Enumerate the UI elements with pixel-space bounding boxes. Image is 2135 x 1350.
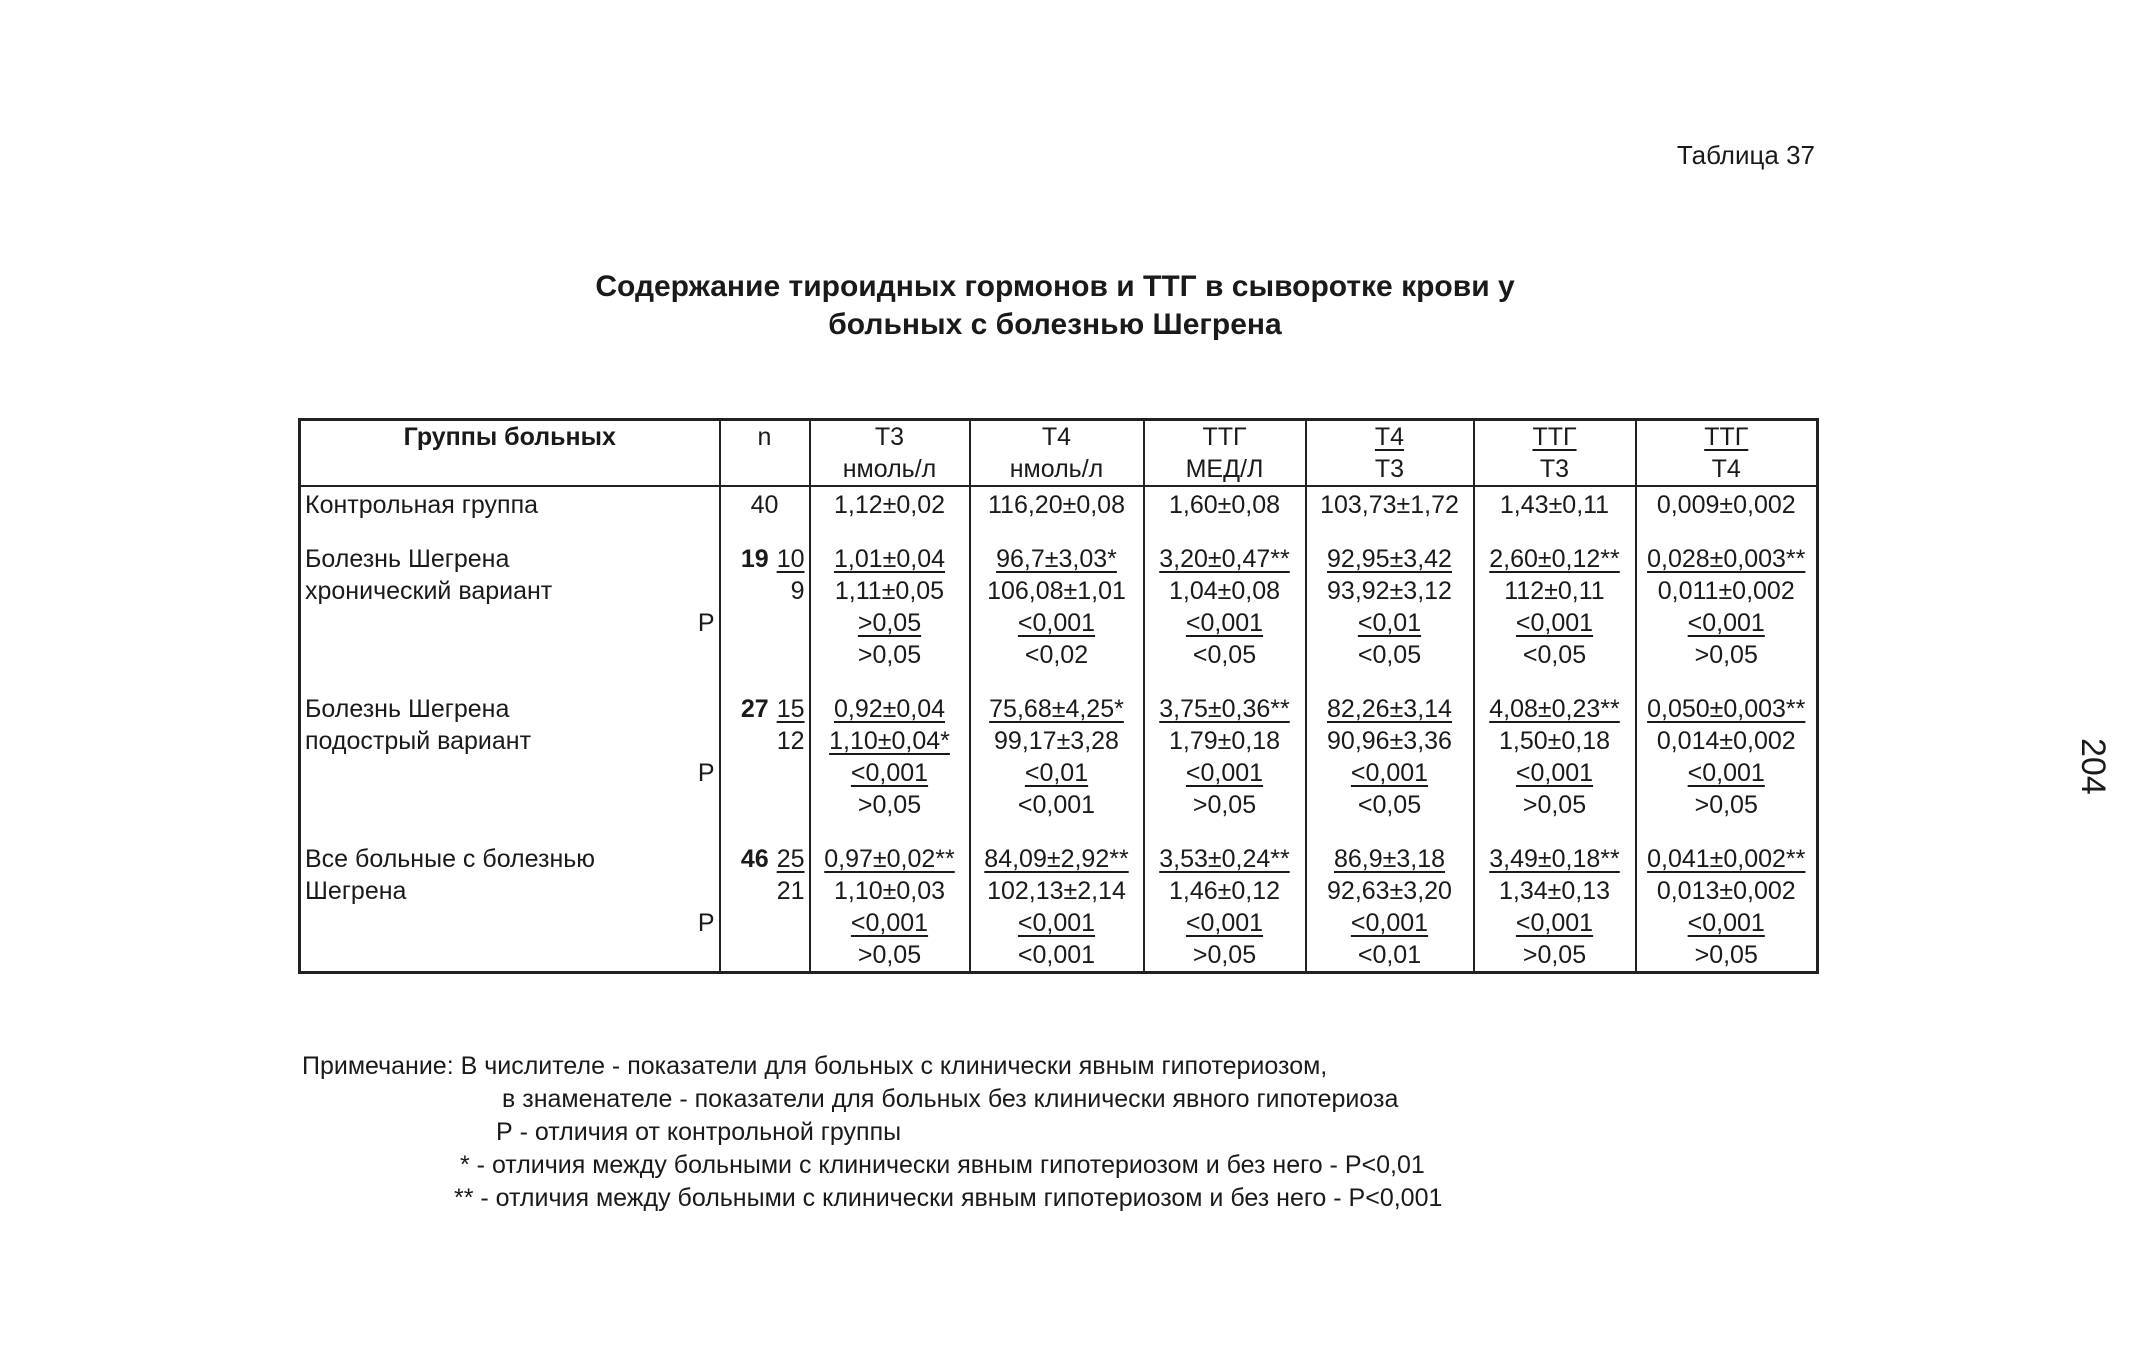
table-title — [0, 268, 2110, 344]
header-ttg-t3-num: ТТГ — [1474, 420, 1636, 454]
table-cell: 1,10±0,03 — [810, 875, 970, 907]
table-row-group-3-p2 — [300, 939, 1818, 973]
table-cell: <0,001 — [1515, 909, 1594, 937]
table-cell: 82,26±3,14 — [1327, 695, 1452, 723]
table-cell: 99,17±3,28 — [970, 725, 1144, 757]
table-cell: 0,041±0,002** — [1647, 845, 1806, 873]
table-cell: <0,05 — [1306, 789, 1474, 821]
header-t3-unit: нмоль/л — [810, 453, 970, 486]
table-cell: <0,001 — [850, 909, 929, 937]
table-cell: <0,01 — [1024, 759, 1089, 787]
table-cell: <0,001 — [1185, 609, 1264, 637]
note-line: Р - отличия от контрольной группы — [496, 1118, 902, 1146]
page-number: 204 — [2074, 738, 2112, 795]
table-row-group-3-numerator — [300, 843, 1818, 875]
table-cell: 103,73±1,72 — [1306, 486, 1474, 521]
table-cell: 3,53±0,24** — [1159, 845, 1290, 873]
table-cell: 92,63±3,20 — [1306, 875, 1474, 907]
table-notes — [302, 1050, 1442, 1215]
header-n: n — [720, 420, 810, 454]
table-cell: >0,05 — [1474, 939, 1636, 973]
table-cell: 3,75±0,36** — [1159, 695, 1290, 723]
group-label: подострый вариант — [300, 725, 720, 757]
p-label: P — [300, 907, 720, 939]
group-total: 19 — [740, 545, 769, 573]
table-row-group-1-p1 — [300, 607, 1818, 639]
table-cell: 0,009±0,002 — [1636, 486, 1818, 521]
table-cell: >0,05 — [1144, 939, 1306, 973]
table-cell: <0,001 — [1515, 609, 1594, 637]
p-label: P — [300, 757, 720, 789]
table-row-group-1-p2 — [300, 639, 1818, 671]
table-cell: 75,68±4,25* — [989, 695, 1124, 723]
control-label: Контрольная группа — [300, 486, 720, 521]
group-label: Болезнь Шегрена — [300, 543, 720, 575]
table-cell: 0,014±0,002 — [1636, 725, 1818, 757]
p-label: P — [300, 607, 720, 639]
table-cell: 0,050±0,003** — [1647, 695, 1806, 723]
header-t3: Т3 — [810, 420, 970, 454]
header-t4-t3-den: Т3 — [1306, 453, 1474, 486]
table-cell: <0,001 — [1017, 609, 1096, 637]
table-cell: <0,001 — [1515, 759, 1594, 787]
table-row-group-2-p1 — [300, 757, 1818, 789]
header-ttg-unit: МЕД/Л — [1144, 453, 1306, 486]
table-cell: <0,05 — [1144, 639, 1306, 671]
table-cell: >0,05 — [810, 639, 970, 671]
group-n: 19 10 — [720, 543, 810, 575]
control-n: 40 — [720, 486, 810, 521]
table-cell: 1,34±0,13 — [1474, 875, 1636, 907]
table-cell: 116,20±0,08 — [970, 486, 1144, 521]
table-cell: >0,05 — [1636, 639, 1818, 671]
table-cell: <0,001 — [1185, 759, 1264, 787]
table-cell: 84,09±2,92** — [984, 845, 1129, 873]
table-cell: 92,95±3,42 — [1327, 545, 1452, 573]
table-cell: 102,13±2,14 — [970, 875, 1144, 907]
header-t4-t3-num: Т4 — [1306, 420, 1474, 454]
table-row-group-3-p1 — [300, 907, 1818, 939]
header-t4: Т4 — [970, 420, 1144, 454]
table-cell: 1,04±0,08 — [1144, 575, 1306, 607]
note-line: в знаменателе - показатели для больных без клинически явного гипотериоза — [502, 1085, 1399, 1113]
table-cell: 90,96±3,36 — [1306, 725, 1474, 757]
table-cell: 112±0,11 — [1474, 575, 1636, 607]
table-cell: 93,92±3,12 — [1306, 575, 1474, 607]
table-cell: 1,12±0,02 — [810, 486, 970, 521]
table-cell: <0,01 — [1357, 609, 1422, 637]
table-cell: 1,01±0,04 — [833, 545, 946, 573]
table-row-group-2-p2 — [300, 789, 1818, 821]
title-line-2: больных с болезнью Шегрена — [828, 308, 1282, 341]
table-cell: >0,05 — [1636, 939, 1818, 973]
table-cell: >0,05 — [857, 609, 922, 637]
group-total: 27 — [740, 695, 769, 723]
header-ttg-t3-den: Т3 — [1474, 453, 1636, 486]
table-cell: <0,02 — [970, 639, 1144, 671]
header-ttg-t4-num: ТТГ — [1636, 420, 1818, 454]
group-n2: 9 — [720, 575, 810, 607]
group-n2: 12 — [720, 725, 810, 757]
header-groups: Группы больных — [300, 420, 720, 454]
table-cell: 1,46±0,12 — [1144, 875, 1306, 907]
note-line: ** - отличия между больными с клинически явным гипотериозом и без него - Р<0,001 — [454, 1184, 1443, 1212]
table-cell: 1,50±0,18 — [1474, 725, 1636, 757]
table-number-label: Таблица 37 — [1676, 140, 1815, 170]
table-row-group-2-numerator — [300, 693, 1818, 725]
table-cell: 1,43±0,11 — [1474, 486, 1636, 521]
table-cell: <0,001 — [1687, 909, 1765, 937]
table-cell: <0,001 — [970, 939, 1144, 973]
table-cell: <0,05 — [1474, 639, 1636, 671]
table-cell: 1,60±0,08 — [1144, 486, 1306, 521]
table-cell: 4,08±0,23** — [1489, 695, 1620, 723]
table-cell: 0,011±0,002 — [1636, 575, 1818, 607]
table-cell: 3,20±0,47** — [1159, 545, 1290, 573]
table-cell: 0,013±0,002 — [1636, 875, 1818, 907]
table-cell: 86,9±3,18 — [1333, 845, 1446, 873]
table-cell: >0,05 — [1474, 789, 1636, 821]
note-line: * - отличия между больными с клинически явным гипотериозом и без него - Р<0,01 — [460, 1151, 1425, 1179]
table-cell: >0,05 — [1636, 789, 1818, 821]
table-cell: >0,05 — [1144, 789, 1306, 821]
table-cell: 0,97±0,02** — [824, 845, 955, 873]
table-cell: 2,60±0,12** — [1489, 545, 1620, 573]
table-cell: <0,001 — [1017, 909, 1096, 937]
table-cell: 96,7±3,03* — [996, 545, 1117, 573]
table-row-group-3-denominator — [300, 875, 1818, 907]
header-t4-unit: нмоль/л — [970, 453, 1144, 486]
table-row-group-1-numerator — [300, 543, 1818, 575]
table-cell: <0,001 — [1687, 759, 1765, 787]
title-line-1: Содержание тироидных гормонов и ТТГ в сыворотке крови у — [595, 270, 1515, 303]
group-label: Болезнь Шегрена — [300, 693, 720, 725]
group-label: хронический вариант — [300, 575, 720, 607]
table-cell: <0,001 — [1350, 909, 1429, 937]
table-cell: 106,08±1,01 — [970, 575, 1144, 607]
group-n: 27 15 — [720, 693, 810, 725]
table-row-control — [300, 486, 1818, 521]
table-cell: <0,001 — [970, 789, 1144, 821]
table-cell: 1,10±0,04* — [829, 727, 950, 755]
table-cell: <0,01 — [1306, 939, 1474, 973]
table-row-group-2-denominator — [300, 725, 1818, 757]
table-cell: 0,028±0,003** — [1647, 545, 1806, 573]
table-cell: 1,79±0,18 — [1144, 725, 1306, 757]
header-ttg-t4-den: Т4 — [1636, 453, 1818, 486]
group-label: Все больные с болезнью — [300, 843, 720, 875]
table-cell: 3,49±0,18** — [1489, 845, 1620, 873]
table-cell: <0,05 — [1306, 639, 1474, 671]
header-ttg: ТТГ — [1144, 420, 1306, 454]
table-cell: <0,001 — [850, 759, 929, 787]
group-n: 46 25 — [720, 843, 810, 875]
table-cell: 0,92±0,04 — [833, 695, 946, 723]
table-cell: >0,05 — [810, 789, 970, 821]
note-line: Примечание: В числителе - показатели для больных с клинически явным гипотериозом, — [302, 1052, 1328, 1080]
table-cell: <0,001 — [1687, 609, 1765, 637]
table-cell: <0,001 — [1350, 759, 1429, 787]
table-cell: <0,001 — [1185, 909, 1264, 937]
group-n2: 21 — [720, 875, 810, 907]
table-cell: >0,05 — [810, 939, 970, 973]
table-row-group-1-denominator — [300, 575, 1818, 607]
table-cell: 1,11±0,05 — [810, 575, 970, 607]
group-label: Шегрена — [300, 875, 720, 907]
group-total: 46 — [740, 845, 769, 873]
hormone-table — [298, 418, 1819, 974]
